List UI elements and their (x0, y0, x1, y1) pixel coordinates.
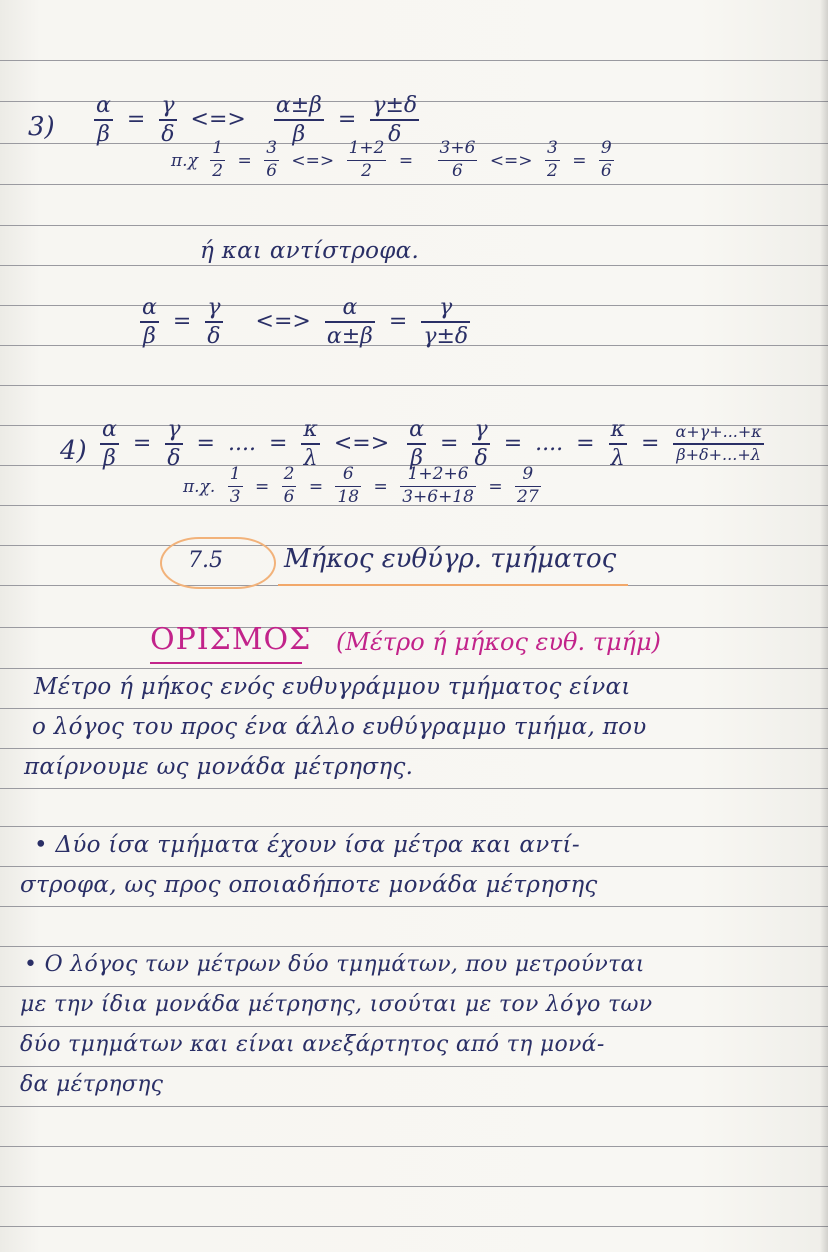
converse-text: ή και αντίστροφα. (200, 238, 420, 264)
item3-converse: $\frac{\alpha}{\beta}$ = $\frac{\gamma}{\delta}$ <=> $\frac{\alpha}{\alpha\pm\beta}$ = $\frac{\gamma}{\gamma\pm\delta}$ (142, 295, 469, 349)
definition-line-3: παίρνουμε ως μονάδα μέτρησης. (24, 754, 414, 780)
bullet-1-line-1: • Δύο ίσα τμήματα έχουν ίσα μέτρα και αντί- (34, 832, 580, 858)
page-edge-shadow (820, 0, 828, 1252)
item3-identity: $\frac{\alpha}{\beta}$ = $\frac{\gamma}{\delta}$ <=> $\frac{\alpha\pm\beta}{\beta}$ = $\frac{\gamma\pm\delta}{\delta}$ (96, 93, 418, 147)
bullet-2-line-1: • Ο λόγος των μέτρων δύο τμημάτων, που μετρούνται (24, 952, 645, 977)
definition-heading-note: (Μέτρο ή μήκος ευθ. τμήμ) (336, 628, 661, 656)
item4-example: π.χ. $\frac{1}{3}$ = $\frac{2}{6}$ = $\frac{6}{18}$ = $\frac{1+2+6}{3+6+18}$ = $\frac{9}{27}$ (183, 464, 539, 508)
bullet-1-line-2: στροφα, ως προς οποιαδήποτε μονάδα μέτρησης (20, 872, 598, 898)
section-title-underline (278, 584, 628, 586)
bullet-2-line-2: με την ίδια μονάδα μέτρησης, ισούται με τον λόγο των (20, 992, 653, 1017)
item3-number: 3) (28, 112, 55, 142)
item4-number: 4) (60, 436, 87, 466)
definition-line-1: Μέτρο ή μήκος ενός ευθυγράμμου τμήματος είναι (34, 674, 631, 700)
section-title: Μήκος ευθύγρ. τμήματος (284, 544, 617, 574)
section-number: 7.5 (188, 548, 223, 573)
bullet-2-line-4: δα μέτρησης (20, 1072, 164, 1097)
bullet-2-line-3: δύο τμημάτων και είναι ανεξάρτητος από τη μονά- (20, 1032, 605, 1057)
definition-line-2: ο λόγος του προς ένα άλλο ευθύγραμμο τμήμα, που (32, 714, 647, 740)
item3-example: π.χ $\frac{1}{2}$ = $\frac{3}{6}$ <=> $\frac{1+2}{2}$ = $\frac{3+6}{6}$ <=> $\frac{3}{2}$ = $\frac{9}{6}$ (171, 138, 612, 182)
item4-identity: $\frac{\alpha}{\beta}$ = $\frac{\gamma}{\delta}$ = .... = $\frac{\kappa}{\lambda}$ <=> $\frac{\alpha}{\beta}$ = $\frac{\gamma}{\delta}$ = .... = $\frac{\kappa}{\lambda}$ = $\frac{\alpha+\gamma+...+\kappa}{\beta+\delta+...+\lambda}$ (102, 417, 762, 471)
definition-heading: ΟΡΙΣΜΟΣ (150, 622, 312, 657)
definition-heading-underline (150, 662, 302, 664)
